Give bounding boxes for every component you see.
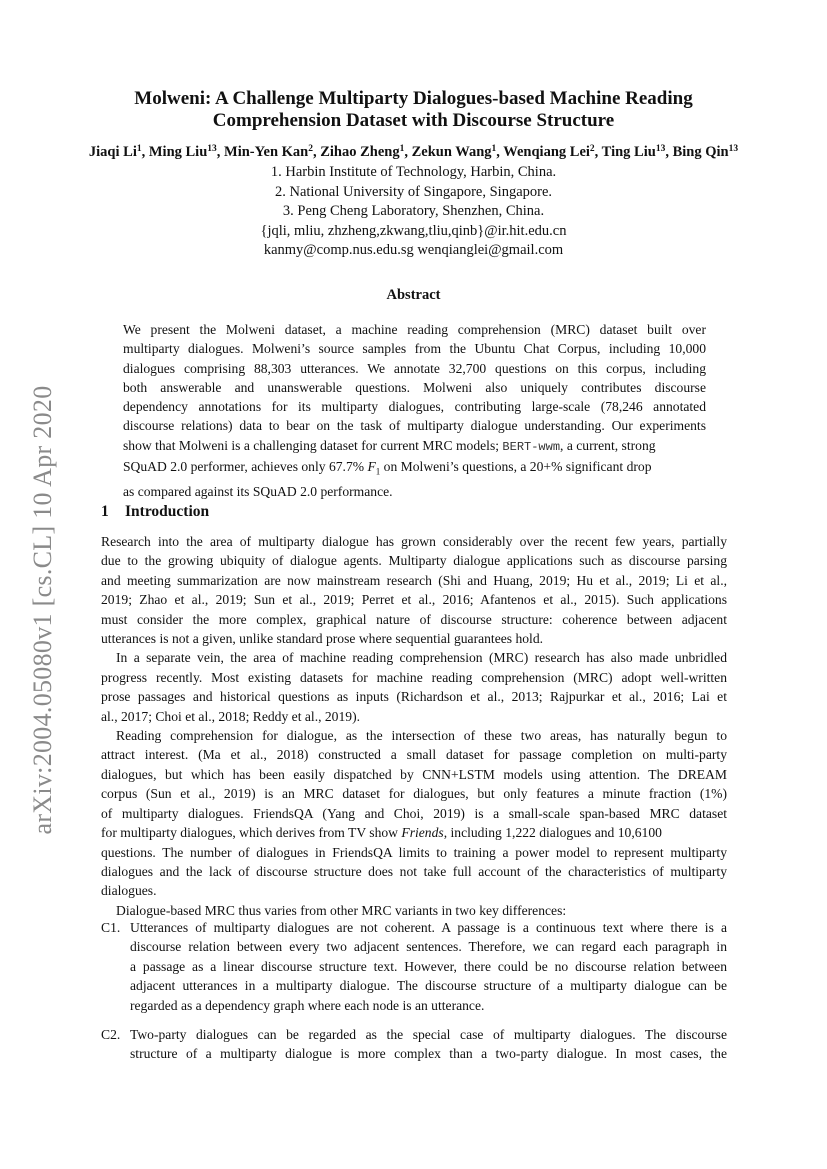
author-name: Zekun Wang [411, 144, 492, 160]
author-name: Min-Yen Kan [224, 144, 309, 160]
author-name: Ming Liu [148, 144, 208, 160]
section-title: Introduction [125, 503, 210, 520]
model-name: BERT-wwm [502, 439, 561, 454]
list-line: Two-party dialogues can be regarded as the special case of multiparty dialogues. The discourse [130, 1027, 727, 1042]
author-affiliation-mark: 1 [491, 144, 497, 154]
body-line: of multiparty dialogues. FriendsQA (Yang and Choi, 2019) is a small-scale span-based MRC dataset [101, 805, 727, 821]
list-item [101, 1025, 727, 1064]
body-line: Reading comprehension for dialogue, as the intersection of these two areas, has naturally begun to [116, 728, 727, 744]
email-line: kanmy@comp.nus.edu.sg wenqianglei@gmail.com [263, 242, 564, 258]
author-list: Jiaqi Li$^1$, Ming Liu$^{13}$, Min-Yen Kan$^2$, Zihao Zheng$^1$, Zekun Wang$^1$, Wenqiang Lei$^2$, Ting Liu$^{13}$, Bing Qin$^{13}$ [88, 144, 739, 160]
body-line: and meeting summarization are now mainstream research (Shi and Huang, 2019; Hu et al., 2019; Li et al., [101, 572, 727, 588]
section-number: 1 [101, 503, 109, 520]
body-line: Dialogue-based MRC thus varies from other MRC variants in two key differences: [116, 902, 567, 918]
body-line: for multiparty dialogues, which derives from TV show Friends, including 1,222 dialogues and 10,6100 [101, 825, 662, 841]
body-line: dialogues, but which has been easily dispatched by CNN+LSTM models using attention. The DREAM [101, 766, 727, 782]
email-line: {jqli, mliu, zhzheng,zkwang,tliu,qinb}@ir.hit.edu.cn [260, 222, 567, 239]
abstract-heading: Abstract [386, 287, 441, 303]
list-line: discourse relation between every two adjacent sentences. Therefore, we can regard each paragraph in [130, 939, 727, 955]
author-name: Wenqiang Lei [503, 144, 590, 160]
author-affiliation-mark: 13 [728, 144, 739, 154]
body-line: prose passages and historical questions as inputs (Richardson et al., 2013; Rajpurkar et al., 2016; Lai et [101, 689, 727, 705]
author-affiliation-mark: 13 [655, 144, 666, 154]
f1-metric: $F_1$ [367, 459, 381, 477]
introduction-body [101, 532, 727, 920]
body-line: dialogues and the lack of discourse structure does not take full account of the characteristics of multiparty [101, 863, 727, 879]
list-item [101, 918, 727, 1015]
author-name: Ting Liu [601, 144, 656, 160]
list-line: structure of a multiparty dialogue is more complex than a two-party dialogue. In most cases, the [130, 1046, 727, 1062]
body-line: due to the growing ubiquity of dialogue agents. Multiparty dialogue applications such as discourse parsing [101, 553, 727, 569]
body-line: must consider the more complex, graphical nature of discourse structure: coherence between adjacent [101, 611, 727, 627]
body-line: Research into the area of multiparty dialogue has grown considerably over the recent few years, partially [101, 534, 727, 549]
abstract-line: discourse relations) data to bear on the task of multiparty dialogue understanding. Our experiments [123, 418, 706, 434]
abstract-line: SQuAD 2.0 performer, achieves only 67.7% $F_1$ on Molweni’s questions, a 20+% significant drop [123, 459, 652, 477]
author-affiliation-mark: 1 [136, 144, 142, 154]
affiliation-line: 2. National University of Singapore, Singapore. [274, 183, 553, 200]
abstract-body [123, 320, 706, 501]
list-line: a passage as a linear discourse structure text. However, there could be no discourse relation between [130, 958, 727, 974]
body-line: progress recently. Most existing datasets for machine reading comprehension (MRC) adopt well-written [101, 669, 727, 685]
body-line: In a separate vein, the area of machine reading comprehension (MRC) research has also made unbridled [116, 650, 727, 666]
abstract-line: multiparty dialogues. Molweni’s source samples from the Ubuntu Chat Corpus, including 10,000 [123, 341, 706, 357]
author-name: Jiaqi Li [88, 144, 137, 160]
abstract-line: dialogues comprising 88,303 utterances. We annotate 32,700 questions on this corpus, including [123, 360, 706, 376]
title-line: Molweni: A Challenge Multiparty Dialogues-based Machine Reading [134, 88, 693, 109]
body-line: dialogues. [101, 883, 157, 899]
author-affiliation-mark: 2 [308, 144, 313, 154]
body-line: corpus (Sun et al., 2019) is an MRC dataset for dialogues, but only features a minute fraction (1%) [101, 786, 727, 802]
author-affiliation-mark: 13 [207, 144, 217, 154]
list-label: C1. [101, 920, 121, 935]
list-label: C2. [101, 1027, 121, 1042]
show-title: Friends [401, 825, 444, 841]
body-line: al., 2017; Choi et al., 2018; Reddy et al., 2019). [101, 708, 360, 724]
body-line: questions. The number of dialogues in FriendsQA limits to training a power model to represent multiparty [101, 844, 727, 860]
body-line: attract interest. (Ma et al., 2018) constructed a small dataset for passage completion on multi-party [101, 747, 727, 763]
arxiv-identifier[interactable]: arXiv:2004.05080v1 [cs.CL] 10 Apr 2020 [28, 385, 57, 835]
affiliations [100, 163, 727, 261]
abstract-line: show that Molweni is a challenging dataset for current MRC models; BERT-wwm, a current, strong [123, 437, 656, 454]
list-line: Utterances of multiparty dialogues are not coherent. A passage is a continuous text where there is a [130, 920, 727, 935]
body-line: 2019; Zhao et al., 2019; Sun et al., 2019; Perret et al., 2016; Afantenos et al., 2015). Such applications [101, 592, 727, 608]
author-affiliation-mark: 1 [399, 144, 405, 154]
abstract-line: as compared against its SQuAD 2.0 performance. [123, 484, 393, 500]
abstract-line: both answerable and unanswerable questions. Molweni also uniquely contributes discourse [123, 379, 706, 395]
author-name: Bing Qin [672, 144, 729, 160]
affiliation-line: 1. Harbin Institute of Technology, Harbin, China. [270, 164, 557, 180]
abstract-line: We present the Molweni dataset, a machine reading comprehension (MRC) dataset built over [123, 322, 706, 337]
body-line: utterances is not a given, unlike standard prose where sequential guarantees hold. [101, 631, 544, 647]
section-heading [101, 503, 209, 521]
author-name: Zihao Zheng [320, 144, 400, 160]
author-affiliation-mark: 2 [589, 144, 595, 154]
affiliation-line: 3. Peng Cheng Laboratory, Shenzhen, China. [282, 203, 545, 219]
paper-title [100, 88, 727, 132]
list-line: regarded as a dependency graph where each node is an utterance. [130, 997, 485, 1013]
abstract-line: dependency annotations for its multiparty dialogues, contributing large-scale (78,246 annotated [123, 399, 706, 415]
list-line: adjacent utterances in a multiparty dialogue. The discourse structure of a multiparty dialogue can be [130, 978, 727, 994]
title-line: Comprehension Dataset with Discourse Structure [212, 110, 615, 131]
